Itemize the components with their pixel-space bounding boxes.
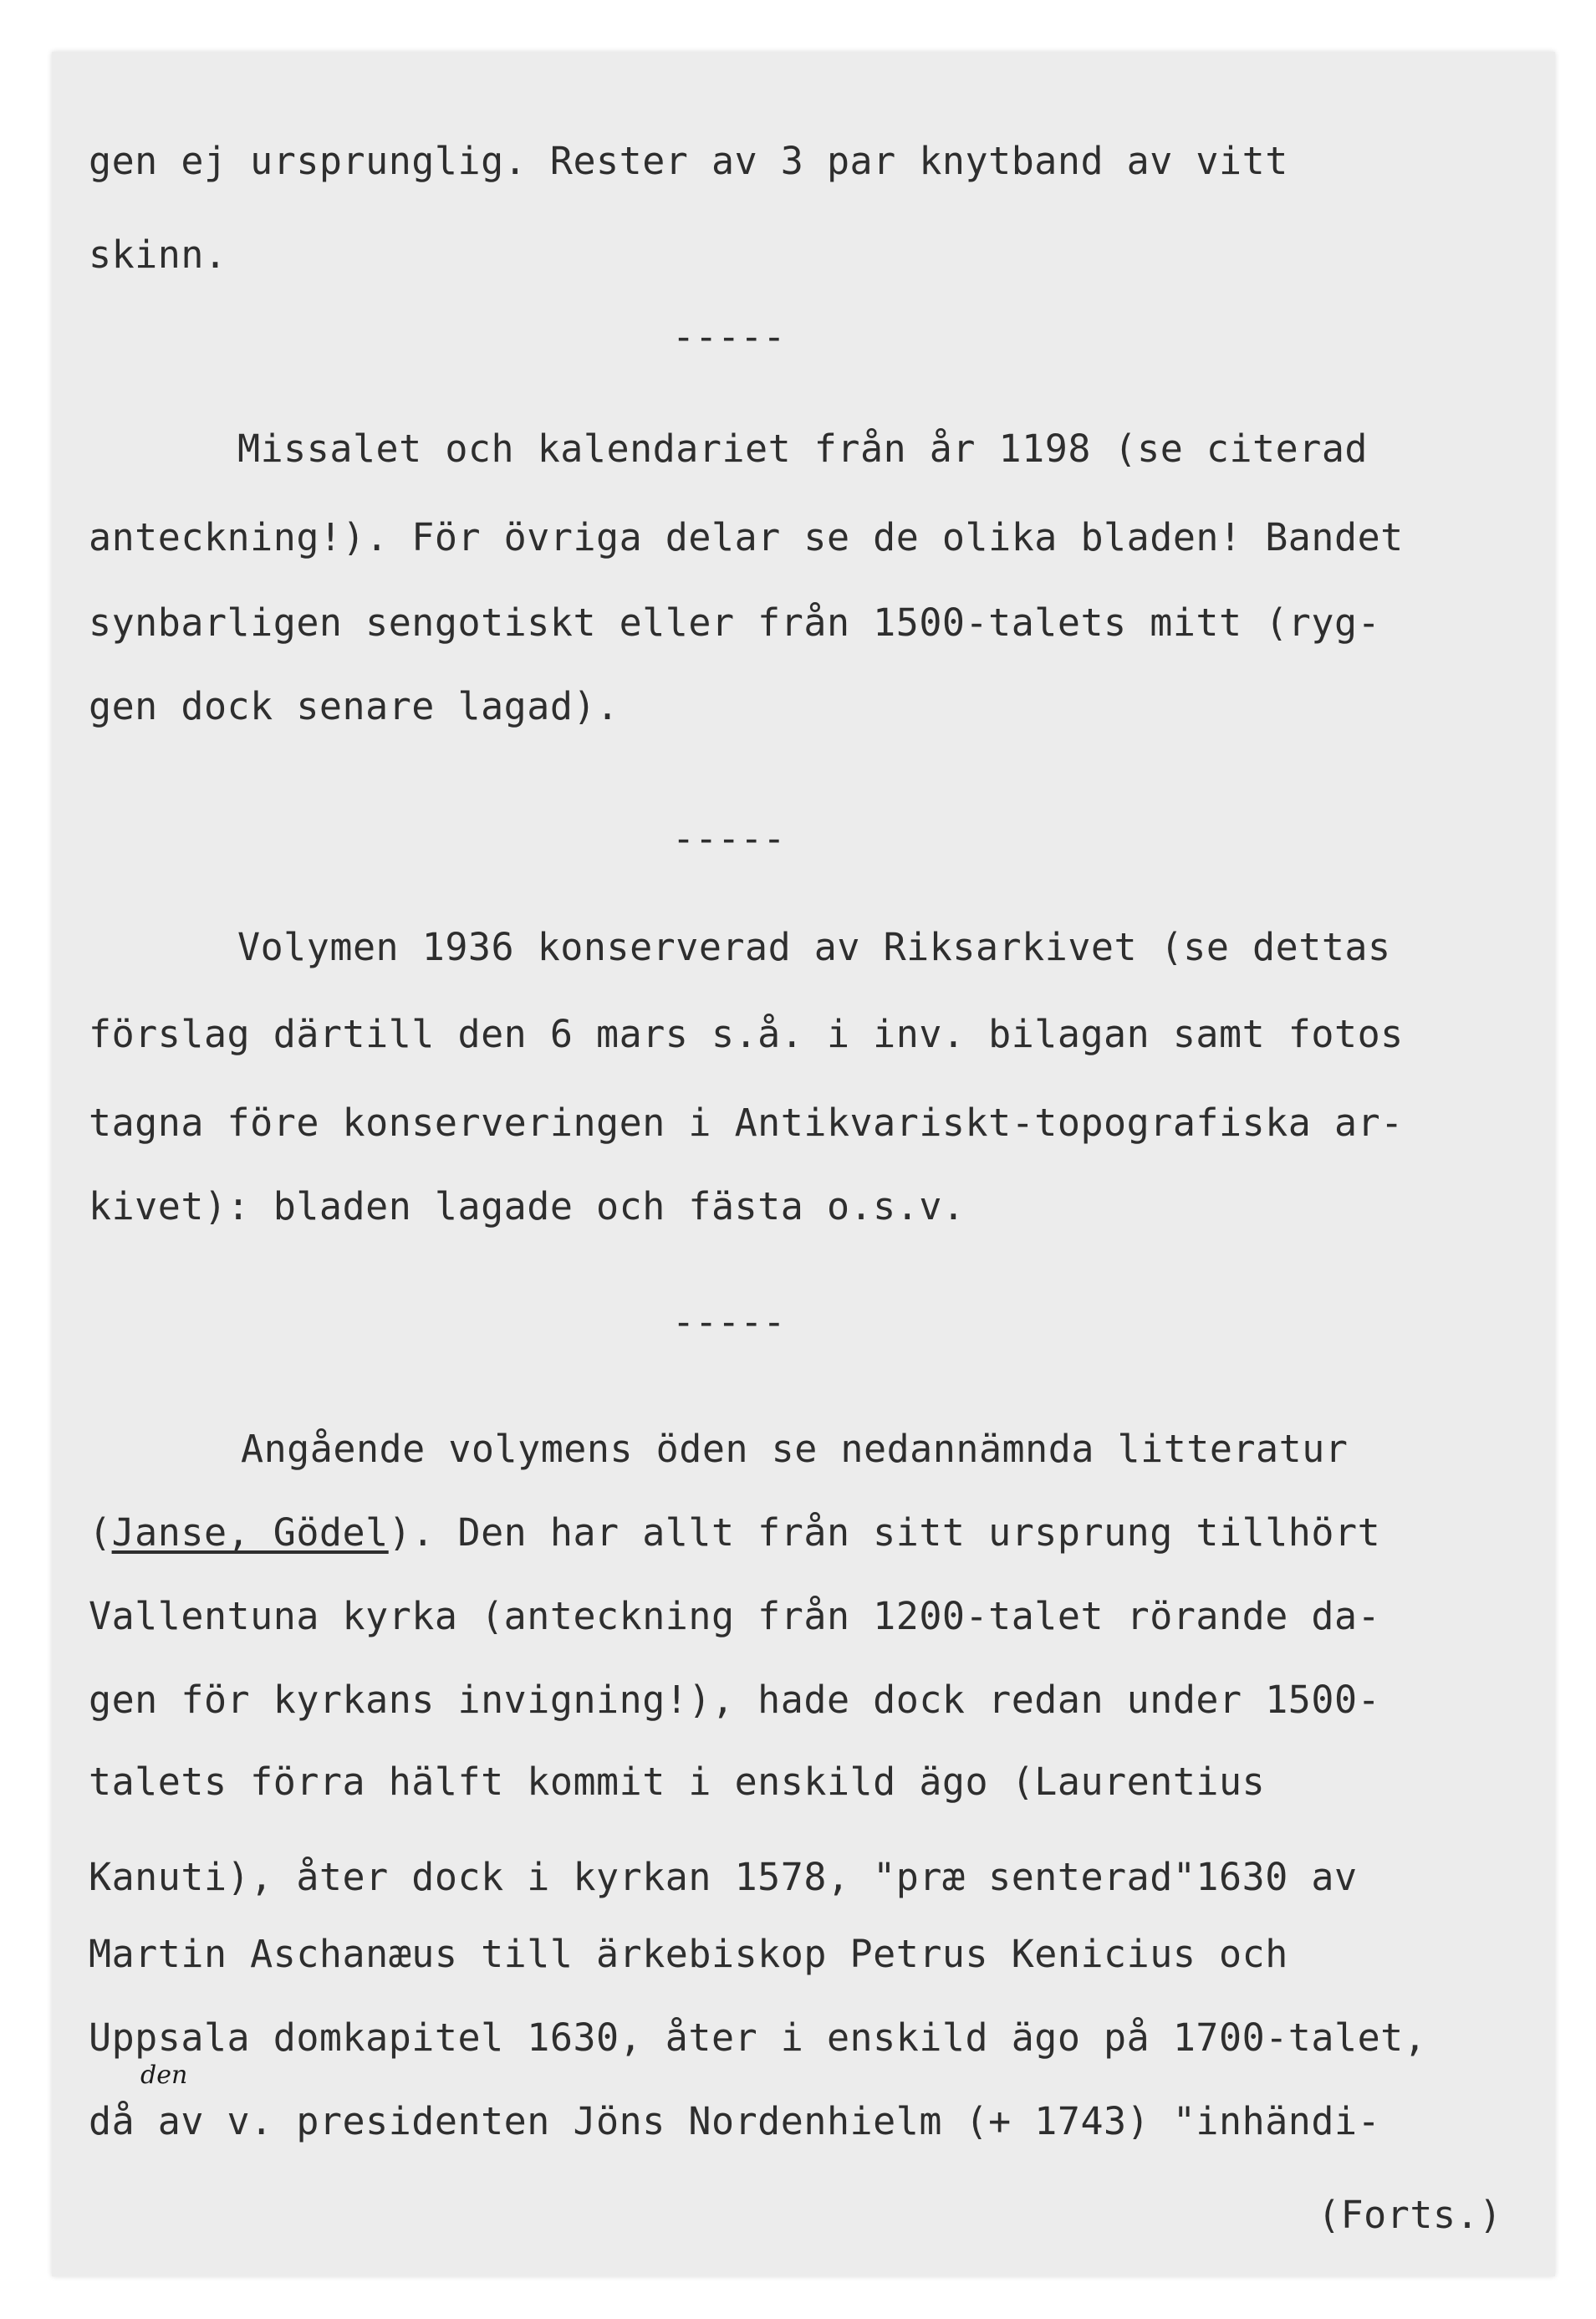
underlined-authors: Janse, Gödel: [111, 1510, 389, 1555]
handwritten-insert: den: [140, 2061, 188, 2090]
separator-2: -----: [672, 816, 786, 861]
separator-1: -----: [672, 314, 786, 359]
text-line-12: (Janse, Gödel). Den har allt från sitt ursprung tillhört: [89, 1510, 1381, 1555]
separator-3: -----: [672, 1300, 786, 1344]
text-line-9: tagna före konserveringen i Antikvariskt-topografiska ar-: [89, 1101, 1404, 1145]
text-line-15: talets förra hälft kommit i enskild ägo (Laurentius: [89, 1760, 1266, 1804]
text-line-16: Kanuti), åter dock i kyrkan 1578, "præ senterad"1630 av: [89, 1855, 1358, 1899]
text-line-20: (Forts.): [1318, 2193, 1502, 2237]
text-line-6: gen dock senare lagad).: [89, 684, 620, 728]
text-line-3: Missalet och kalendariet från år 1198 (se citerad: [237, 427, 1369, 471]
text-line-14: gen för kyrkans invigning!), hade dock redan under 1500-: [89, 1678, 1381, 1722]
text-line-17: Martin Aschanæus till ärkebiskop Petrus Kenicius och: [89, 1932, 1288, 1976]
text-line-7: Volymen 1936 konserverad av Riksarkivet (se dettas: [237, 925, 1391, 969]
text-line-10: kivet): bladen lagade och fästa o.s.v.: [89, 1184, 966, 1228]
document-page: [52, 52, 1555, 2276]
text-line-19: då av v. presidenten Jöns Nordenhielm (+ 1743) "inhändi-: [89, 2099, 1381, 2143]
text-line-8: förslag därtill den 6 mars s.å. i inv. bilagan samt fotos: [89, 1012, 1404, 1056]
text-line-2: skinn.: [89, 232, 227, 277]
text-line-13: Vallentuna kyrka (anteckning från 1200-talet rörande da-: [89, 1594, 1381, 1638]
text-line-18: Uppsala domkapitel 1630, åter i enskild ägo på 1700-talet,: [89, 2015, 1427, 2060]
text-line-4: anteckning!). För övriga delar se de olika bladen! Bandet: [89, 515, 1404, 559]
text-line-1: gen ej ursprunglig. Rester av 3 par knytband av vitt: [89, 139, 1288, 183]
text-line-11: Angående volymens öden se nedannämnda litteratur: [241, 1427, 1349, 1471]
text-line-5: synbarligen sengotiskt eller från 1500-talets mitt (ryg-: [89, 600, 1381, 645]
